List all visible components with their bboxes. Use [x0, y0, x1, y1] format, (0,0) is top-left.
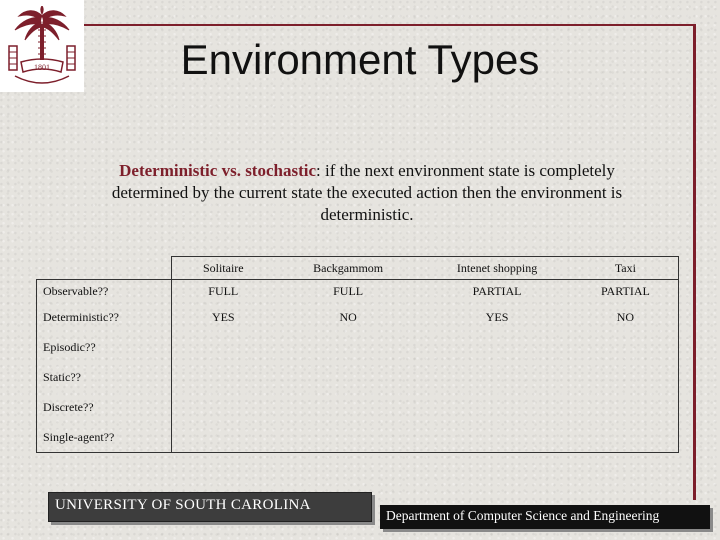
table-cell: FULL: [333, 283, 364, 298]
table-cell: [421, 362, 572, 392]
table-cell: [421, 422, 572, 453]
column-header: Backgammom: [275, 257, 422, 280]
table-row: [37, 332, 679, 362]
slide-title: Environment Types: [180, 36, 540, 83]
table-cell: NO: [573, 302, 679, 332]
svg-text:1801: 1801: [34, 63, 50, 72]
column-header: Intenet shopping: [421, 257, 572, 280]
table-cell: NO: [339, 309, 357, 324]
table-cell: [171, 422, 275, 453]
table-cell: [275, 392, 422, 422]
column-header: Taxi: [573, 257, 679, 280]
table-cell: PARTIAL: [573, 280, 679, 303]
table-cell: [573, 362, 679, 392]
table-row: [37, 422, 679, 453]
row-label: Observable??: [37, 280, 172, 303]
table-corner-cell: [37, 257, 172, 280]
university-footer-banner: [48, 492, 372, 522]
table-row: [37, 280, 679, 303]
row-label: Discrete??: [37, 392, 172, 422]
table-cell: PARTIAL: [472, 283, 522, 298]
table-cell: [573, 392, 679, 422]
table-cell: [421, 332, 572, 362]
row-label: Deterministic??: [37, 302, 172, 332]
slide-frame-right: [693, 24, 696, 500]
definition-term: Deterministic vs. stochastic: [119, 161, 317, 180]
slide-frame-top: [84, 24, 696, 26]
column-header: Solitaire: [171, 257, 275, 280]
table-cell: [275, 332, 422, 362]
table-cell: [171, 362, 275, 392]
table-row: [37, 392, 679, 422]
table-row: [37, 302, 679, 332]
definition-text: [90, 160, 644, 226]
row-label: Static??: [37, 362, 172, 392]
table-cell: [171, 392, 275, 422]
environment-types-table: [36, 256, 679, 453]
table-cell: YES: [485, 309, 509, 324]
table-cell: YES: [211, 309, 235, 324]
table-cell: FULL: [208, 283, 239, 298]
table-cell: [275, 362, 422, 392]
table-cell: [275, 422, 422, 453]
definition-body: : if the next environment state is completely determined by the current state the executed action then the environment is deterministic.: [111, 161, 623, 224]
department-name: Department of Computer Science and Engineering: [386, 508, 660, 523]
table-cell: [573, 422, 679, 453]
department-footer-banner: [380, 505, 710, 529]
table-cell: [421, 392, 572, 422]
row-label: Single-agent??: [37, 422, 172, 453]
table-row: [37, 362, 679, 392]
table-header-row: [37, 257, 679, 280]
table-cell: [573, 332, 679, 362]
table-cell: [171, 332, 275, 362]
row-label: Episodic??: [37, 332, 172, 362]
university-name: UNIVERSITY OF SOUTH CAROLINA: [55, 497, 311, 513]
